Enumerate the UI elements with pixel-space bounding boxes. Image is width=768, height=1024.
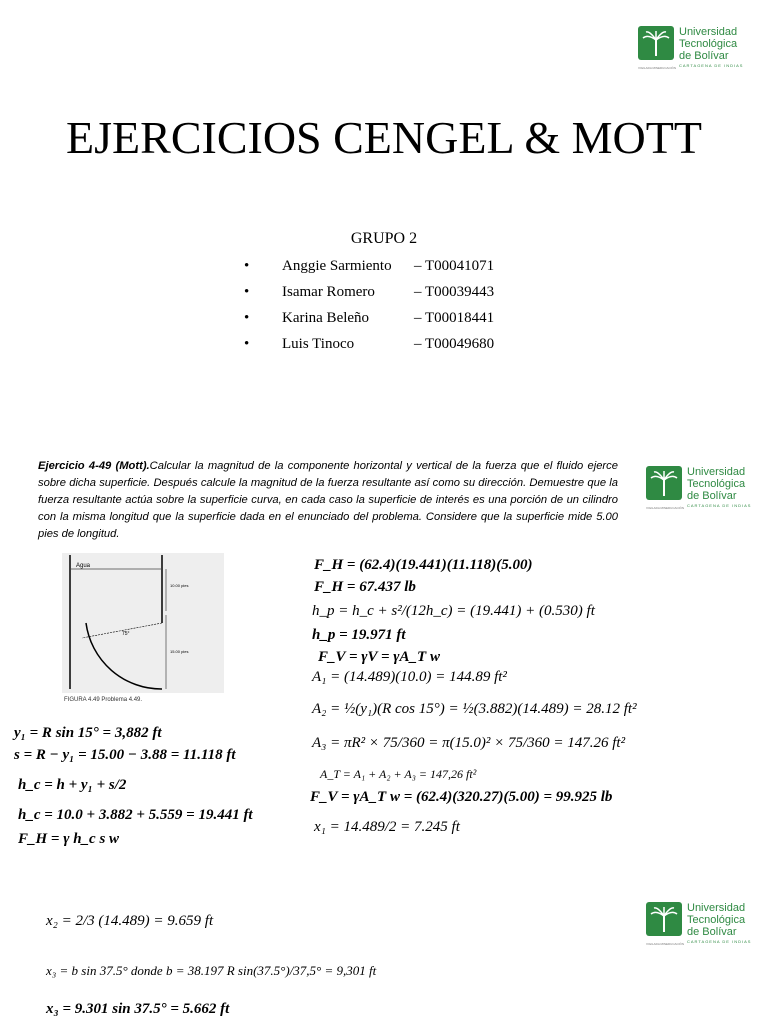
equation: x₃ = b sin 37.5° donde b = 38.197 R sin(37.5°)/37,5° = 9,301 ft [46, 963, 377, 978]
problem-label: Ejercicio 4-49 (Mott). [38, 460, 150, 472]
equation: F_H = 67.437 lb [314, 579, 416, 595]
logo-name: Universidad Tecnológica de Bolívar [687, 466, 746, 502]
logo-name: Universidad Tecnológica de Bolívar [687, 902, 746, 938]
equation: x₂ = 2/3 (14.489) = 9.659 ft [46, 913, 214, 929]
equation: F_H = γ h_c s w [18, 831, 120, 847]
equation: A₃ = πR² × 75/360 = π(15.0)² × 75/360 = 147.26 ft² [312, 735, 626, 751]
logo-tagline: VIGILADA MINEDUCACIÓN [646, 942, 685, 946]
equation: x₁ = 14.489/2 = 7.245 ft [314, 819, 460, 835]
logo-city: CARTAGENA DE INDIAS [687, 503, 752, 508]
palm-tree-icon [646, 902, 682, 936]
equation: A₂ = ½(y₁)(R cos 15°) = ½(3.882)(14.489) = 28.12 ft² [312, 701, 637, 717]
logo-city: CARTAGENA DE INDIAS [679, 63, 744, 68]
dimension-label: 10.00 pies [170, 583, 189, 588]
logo-tagline: VIGILADA MINEDUCACIÓN [646, 506, 685, 510]
equation: A₁ = (14.489)(10.0) = 144.89 ft² [312, 669, 507, 685]
equation: h_p = h_c + s²/(12h_c) = (19.441) + (0.530) ft [312, 603, 595, 619]
figure-caption: FIGURA 4.49 Problema 4.49. [64, 697, 143, 703]
bullet: • [244, 310, 250, 326]
equation: y₁ = R sin 15° = 3,882 ft [14, 725, 162, 741]
equation: h_c = 10.0 + 3.882 + 5.559 = 19.441 ft [18, 807, 253, 823]
member-name: Anggie Sarmiento [282, 258, 392, 274]
bullet: • [244, 336, 250, 352]
member-name: Luis Tinoco [282, 336, 355, 352]
palm-tree-icon [646, 466, 682, 500]
page-title: EJERCICIOS CENGEL & MOTT [66, 112, 702, 163]
logo-name: Universidad Tecnológica de Bolívar [679, 26, 738, 62]
bullet: • [244, 284, 250, 300]
problem-text: Calcular la magnitud de la componente horizontal y vertical de la fuerza que el fluido ejerce sobre dicha superficie. Después calcule la magnitud de la fuerza resultante así como su dirección. Demuestre que la fuerza resultante actúa sobre la superficie curva, en cada caso la superficie de interés es una porción de un cilindro con la misma longitud que la superficie dada en el enunciado del problema. Considere que la superficie mide 5.00 pies de longitud. [38, 460, 618, 540]
bullet: • [244, 258, 250, 274]
angle-label: 75° [122, 631, 130, 637]
equation: F_V = γA_T w = (62.4)(320.27)(5.00) = 99.925 lb [310, 789, 613, 805]
member-row [0, 310, 768, 332]
member-name: Karina Beleño [282, 310, 370, 326]
member-id: – T00018441 [414, 310, 495, 326]
university-logo [638, 26, 758, 72]
member-id: – T00049680 [414, 336, 495, 352]
equation: A_T = A₁ + A₂ + A₃ = 147,26 ft² [320, 767, 477, 781]
member-id: – T00041071 [414, 258, 495, 274]
palm-tree-icon [638, 26, 674, 60]
equation: F_V = γV = γA_T w [318, 649, 440, 665]
member-row [0, 336, 768, 358]
water-label: Agua [76, 563, 91, 569]
member-row [0, 284, 768, 306]
university-logo [646, 466, 766, 512]
equation: F_H = (62.4)(19.441)(11.118)(5.00) [314, 557, 533, 573]
dimension-label: 15.00 pies [170, 649, 189, 654]
member-name: Isamar Romero [282, 284, 375, 300]
equation: s = R − y₁ = 15.00 − 3.88 = 11.118 ft [14, 747, 236, 763]
member-row [0, 258, 768, 280]
equation: h_c = h + y₁ + s/2 [18, 777, 127, 793]
problem-figure [62, 553, 224, 693]
university-logo [646, 902, 766, 948]
logo-city: CARTAGENA DE INDIAS [687, 939, 752, 944]
logo-tagline: VIGILADA MINEDUCACIÓN [638, 66, 677, 70]
member-id: – T00039443 [414, 284, 495, 300]
equation: x₃ = 9.301 sin 37.5° = 5.662 ft [46, 1001, 230, 1017]
equation: h_p = 19.971 ft [312, 627, 406, 643]
group-label: GRUPO 2 [350, 230, 418, 247]
problem-statement [38, 458, 618, 543]
